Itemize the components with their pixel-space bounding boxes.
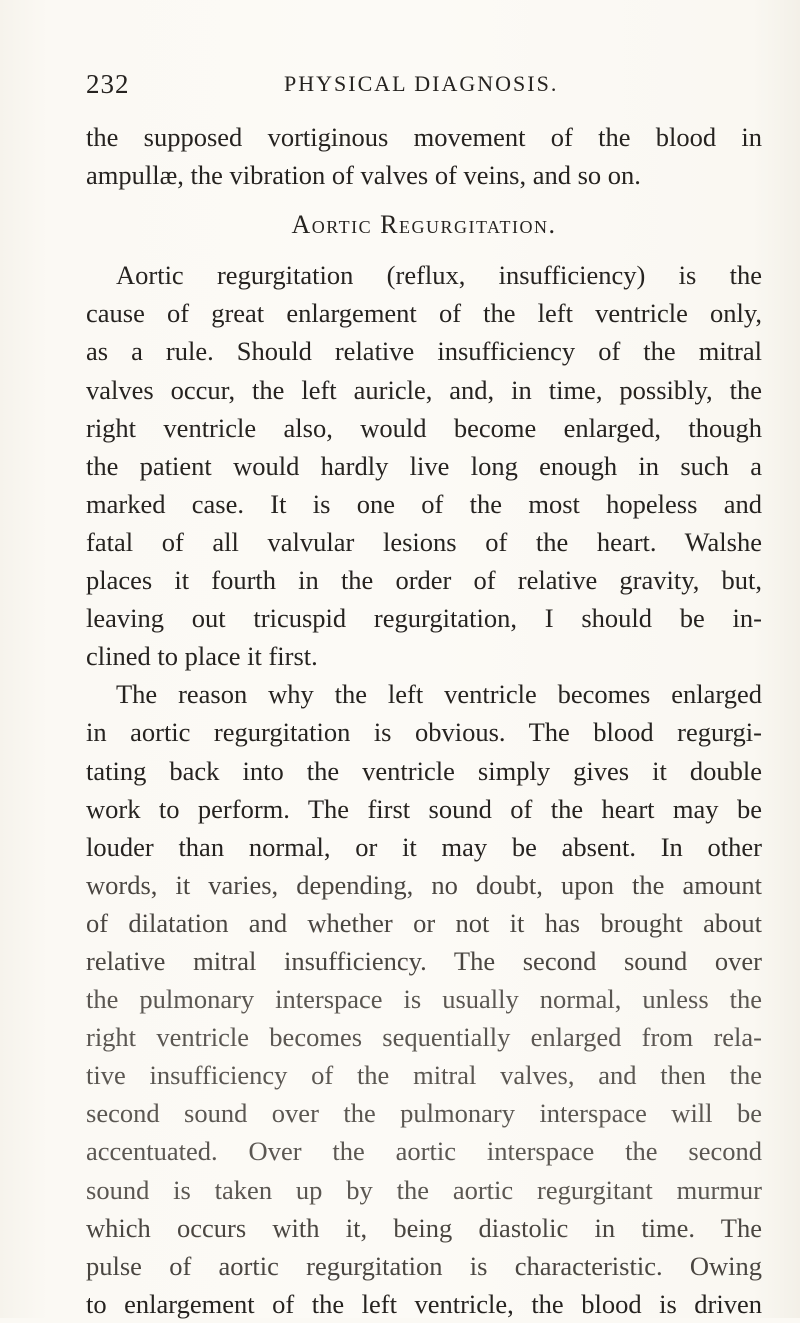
text-line: tive insufficiency of the mitral valves, and then the: [86, 1060, 762, 1091]
text-line: second sound over the pulmonary interspace will be: [86, 1098, 762, 1129]
text-line: ampullæ, the vibration of valves of veins, and so on.: [86, 160, 641, 191]
text-line: of dilatation and whether or not it has brought about: [86, 907, 762, 938]
text-line: cause of great enlargement of the left ventricle only,: [86, 298, 762, 329]
text-line: marked case. It is one of the most hopeless and: [86, 488, 762, 519]
text-line: relative mitral insufficiency. The second sound over: [86, 945, 762, 976]
text-line: the supposed vortiginous movement of the blood in: [86, 122, 762, 152]
text-line: right ventricle becomes sequentially enlarged from rela-: [86, 1022, 762, 1053]
text-line: tating back into the ventricle simply gives it double: [86, 755, 762, 786]
text-line: which occurs with it, being diastolic in time. The: [86, 1212, 762, 1243]
text-line: words, it varies, depending, no doubt, upon the amount: [86, 869, 762, 900]
text-line: The reason why the left ventricle becomes enlarged: [116, 679, 762, 710]
text-line: clined to place it first.: [86, 641, 318, 672]
text-line: work to perform. The first sound of the heart may be: [86, 793, 762, 824]
body-text: [86, 118, 762, 1323]
text-line: sound is taken up by the aortic regurgitant murmur: [86, 1174, 762, 1205]
text-line: valves occur, the left auricle, and, in time, possibly, the: [86, 374, 762, 405]
running-title: PHYSICAL DIAGNOSIS.: [284, 71, 559, 96]
paragraph-2: [86, 675, 762, 1323]
text-line: to enlargement of the left ventricle, the blood is driven: [86, 1288, 762, 1319]
text-line: leaving out tricuspid regurgitation, I should be in-: [86, 603, 762, 634]
text-line: pulse of aortic regurgitation is characteristic. Owing: [86, 1250, 762, 1281]
text-line: right ventricle also, would become enlarged, though: [86, 412, 762, 443]
text-line: as a rule. Should relative insufficiency of the mitral: [86, 336, 762, 367]
text-line: Aortic regurgitation (reflux, insufficiency) is the: [116, 260, 762, 291]
running-head: [86, 64, 762, 104]
paragraph-1: [86, 256, 762, 675]
text-line: accentuated. Over the aortic interspace the second: [86, 1136, 762, 1167]
text-line: the pulmonary interspace is usually normal, unless the: [86, 984, 762, 1015]
text-line: fatal of all valvular lesions of the heart. Walshe: [86, 526, 762, 557]
text-line: louder than normal, or it may be absent. In other: [86, 831, 762, 862]
section-heading: Aortic Regurgitation.: [291, 210, 557, 240]
text-line: the patient would hardly live long enough in such a: [86, 450, 762, 481]
text-line: in aortic regurgitation is obvious. The blood regurgi-: [86, 717, 762, 748]
page-number: 232: [86, 69, 130, 99]
text-line: places it fourth in the order of relative gravity, but,: [86, 565, 762, 596]
